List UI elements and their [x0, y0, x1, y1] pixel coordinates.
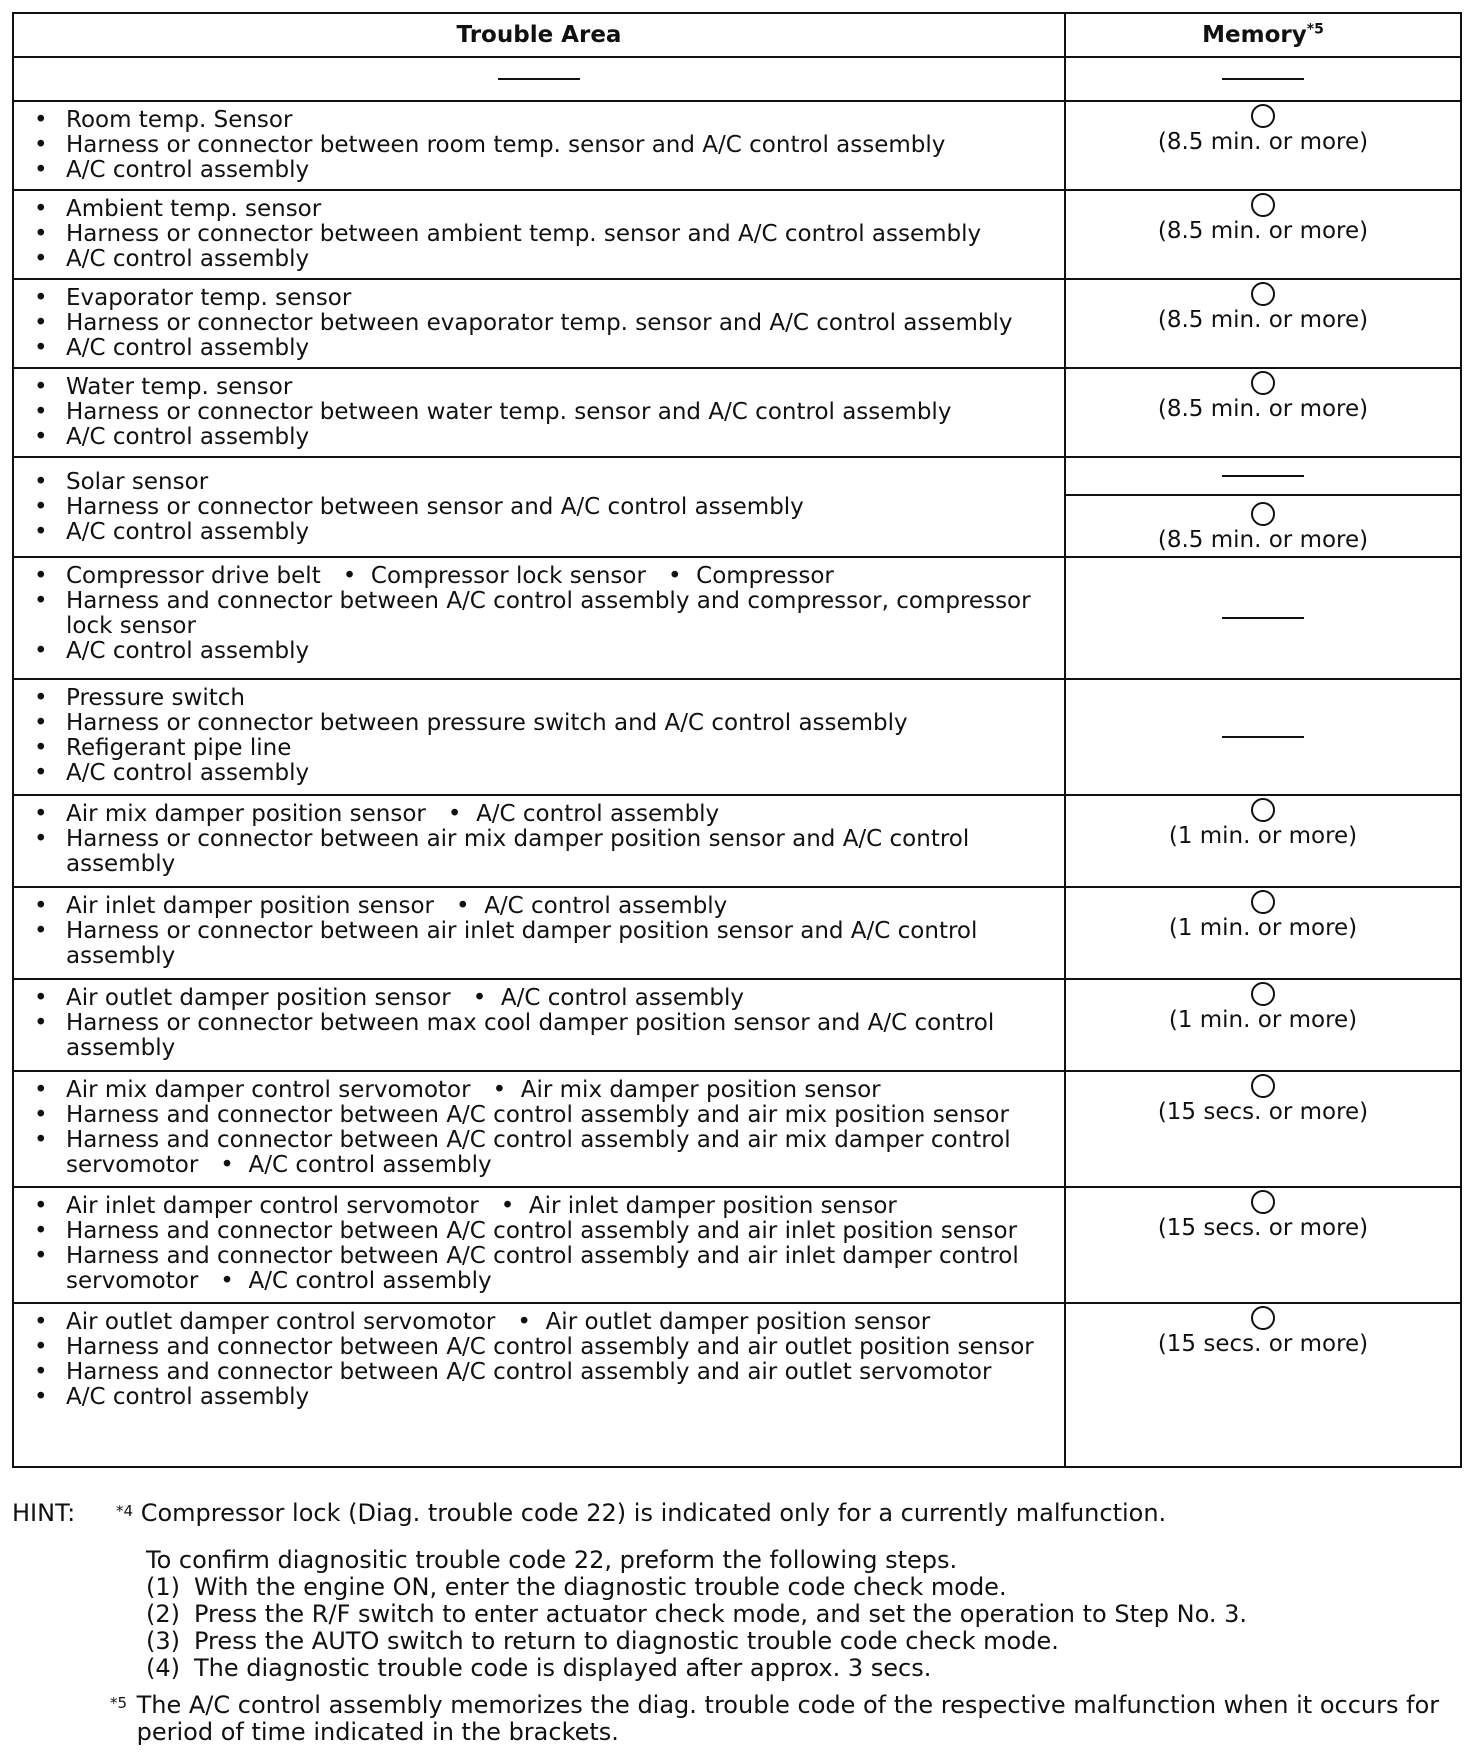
memory-cell: (8.5 min. or more)	[1065, 368, 1461, 457]
memory-cell: (8.5 min. or more)	[1065, 101, 1461, 190]
memory-circle-icon	[1251, 371, 1275, 395]
list-item: • Harness or connector between evaporator temp. sensor and A/C control assembly	[34, 311, 1064, 336]
trouble-cell	[13, 979, 1065, 1071]
memory-cell: (1 min. or more)	[1065, 795, 1461, 887]
hint-step: (1) With the engine ON, enter the diagnostic trouble code check mode.	[146, 1573, 1007, 1601]
list-item: • Harness and connector between A/C control assembly and air inlet damper control servomotor • A/C control assembly	[34, 1244, 1064, 1294]
table-row	[13, 795, 1461, 887]
trouble-cell	[13, 679, 1065, 795]
hint-label: HINT:	[12, 1499, 76, 1527]
hint-intro: To confirm diagnositic trouble code 22, preform the following steps.	[146, 1546, 958, 1574]
dash-mark	[1222, 78, 1304, 80]
list-item: • Harness or connector between room temp. sensor and A/C control assembly	[34, 133, 1064, 158]
memory-split-top	[1066, 458, 1460, 496]
list-item: • Harness and connector between A/C control assembly and compressor, compressor lock sensor	[34, 589, 1064, 639]
list-item: • Water temp. sensor	[34, 375, 1064, 400]
hint-step: (3) Press the AUTO switch to return to diagnostic trouble code check mode.	[146, 1627, 1059, 1655]
list-item: • Harness and connector between A/C control assembly and air outlet position sensor	[34, 1335, 1064, 1360]
trouble-cell	[13, 190, 1065, 279]
memory-cell: (8.5 min. or more)	[1065, 279, 1461, 368]
list-item: • Refigerant pipe line	[34, 736, 1064, 761]
memory-cell	[1065, 557, 1461, 679]
trouble-cell	[13, 795, 1065, 887]
table-row	[13, 368, 1461, 457]
list-item: • A/C control assembly	[34, 639, 1064, 664]
trouble-cell	[13, 887, 1065, 979]
list-item: • Evaporator temp. sensor	[34, 286, 1064, 311]
table-row	[13, 557, 1461, 679]
memory-circle-icon	[1251, 798, 1275, 822]
list-item: • Pressure switch	[34, 686, 1064, 711]
table-row	[13, 1071, 1461, 1187]
memory-circle-icon	[1251, 104, 1275, 128]
trouble-cell	[13, 457, 1065, 557]
list-item: • Harness or connector between water temp. sensor and A/C control assembly	[34, 400, 1064, 425]
memory-cell: (8.5 min. or more)	[1065, 190, 1461, 279]
table-row	[13, 679, 1461, 795]
list-item: • Harness or connector between ambient temp. sensor and A/C control assembly	[34, 222, 1064, 247]
empty-cell-dash	[1065, 57, 1461, 101]
hint-note5	[110, 1692, 1462, 1746]
trouble-area-table	[12, 12, 1462, 1468]
note4-mark: *4	[116, 1502, 134, 1520]
trouble-cell	[13, 101, 1065, 190]
memory-cell: (15 secs. or more)	[1065, 1071, 1461, 1187]
hint-section	[12, 1500, 1462, 1746]
header-memory: Memory$^{*5}$	[1065, 13, 1461, 57]
trouble-cell	[13, 1303, 1065, 1467]
list-item: • Air mix damper position sensor • A/C control assembly	[34, 802, 1064, 827]
list-item: • Ambient temp. sensor	[34, 197, 1064, 222]
memory-cell	[1065, 679, 1461, 795]
list-item: • Harness and connector between A/C control assembly and air mix position sensor	[34, 1103, 1064, 1128]
list-item: • Harness and connector between A/C control assembly and air mix damper control servomotor • A/C control assembly	[34, 1128, 1064, 1178]
trouble-cell	[13, 557, 1065, 679]
list-item: • Room temp. Sensor	[34, 108, 1064, 133]
dash-mark	[1222, 475, 1304, 477]
hint-steps-block	[146, 1547, 1462, 1682]
list-item: • Air inlet damper control servomotor • Air inlet damper position sensor	[34, 1194, 1064, 1219]
trouble-cell	[13, 368, 1065, 457]
list-item: • Harness and connector between A/C control assembly and air outlet servomotor	[34, 1360, 1064, 1385]
memory-circle-icon	[1251, 890, 1275, 914]
memory-circle-icon	[1251, 982, 1275, 1006]
list-item: • Air mix damper control servomotor • Air mix damper position sensor	[34, 1078, 1064, 1103]
table-row	[13, 1187, 1461, 1303]
dash-mark	[1222, 736, 1304, 738]
table-row	[13, 279, 1461, 368]
list-item: • Harness or connector between pressure switch and A/C control assembly	[34, 711, 1064, 736]
table-row	[13, 887, 1461, 979]
list-item: • A/C control assembly	[34, 158, 1064, 183]
list-item: • A/C control assembly	[34, 336, 1064, 361]
table-row	[13, 190, 1461, 279]
memory-circle-icon	[1251, 1074, 1275, 1098]
note5-mark: *5	[110, 1694, 128, 1712]
list-item: • A/C control assembly	[34, 247, 1064, 272]
list-item: • Harness and connector between A/C control assembly and air inlet position sensor	[34, 1219, 1064, 1244]
hint-step: (2) Press the R/F switch to enter actuator check mode, and set the operation to Step No. 3.	[146, 1600, 1247, 1628]
list-item: • Harness or connector between max cool damper position sensor and A/C control assembly	[34, 1011, 1064, 1061]
list-item: • A/C control assembly	[34, 520, 1064, 545]
hint-step: (4) The diagnostic trouble code is displayed after approx. 3 secs.	[146, 1654, 932, 1682]
list-item: • Compressor drive belt • Compressor lock sensor • Compressor	[34, 564, 1064, 589]
memory-split-bottom: (8.5 min. or more)	[1066, 496, 1460, 553]
table-row	[13, 57, 1461, 101]
table-header-row	[13, 13, 1461, 57]
memory-cell: (15 secs. or more)	[1065, 1187, 1461, 1303]
dash-mark	[498, 78, 580, 80]
table-row	[13, 101, 1461, 190]
memory-cell: (1 min. or more)	[1065, 979, 1461, 1071]
dash-mark	[1222, 617, 1304, 619]
list-item: • Harness or connector between air mix damper position sensor and A/C control assembly	[34, 827, 1064, 877]
memory-circle-icon	[1251, 502, 1275, 526]
list-item: • A/C control assembly	[34, 761, 1064, 786]
list-item: • A/C control assembly	[34, 425, 1064, 450]
empty-cell-dash	[13, 57, 1065, 101]
list-item: • Harness or connector between air inlet damper position sensor and A/C control assembly	[34, 919, 1064, 969]
list-item: • Air inlet damper position sensor • A/C control assembly	[34, 894, 1064, 919]
table-row	[13, 979, 1461, 1071]
memory-circle-icon	[1251, 1190, 1275, 1214]
list-item: • Air outlet damper position sensor • A/C control assembly	[34, 986, 1064, 1011]
list-item: • Air outlet damper control servomotor • Air outlet damper position sensor	[34, 1310, 1064, 1335]
memory-circle-icon	[1251, 193, 1275, 217]
list-item: • Solar sensor	[34, 470, 1064, 495]
hint-note4	[12, 1500, 1462, 1527]
memory-circle-icon	[1251, 1306, 1275, 1330]
memory-circle-icon	[1251, 282, 1275, 306]
memory-cell: (15 secs. or more)	[1065, 1303, 1461, 1467]
table-row	[13, 1303, 1461, 1467]
memory-cell	[1065, 457, 1461, 557]
header-trouble-area: Trouble Area	[13, 13, 1065, 57]
table-row	[13, 457, 1461, 557]
list-item: • A/C control assembly	[34, 1385, 1064, 1410]
note4-text: $^{*4}$ Compressor lock (Diag. trouble code 22) is indicated only for a currently malfunction.	[116, 1499, 1167, 1527]
trouble-cell	[13, 1071, 1065, 1187]
list-item: • Harness or connector between sensor and A/C control assembly	[34, 495, 1064, 520]
trouble-cell	[13, 279, 1065, 368]
trouble-cell	[13, 1187, 1065, 1303]
memory-cell: (1 min. or more)	[1065, 887, 1461, 979]
note5-text: The A/C control assembly memorizes the diag. trouble code of the respective malfunction when it occurs for period of time indicated in the brackets.	[136, 1691, 1440, 1746]
